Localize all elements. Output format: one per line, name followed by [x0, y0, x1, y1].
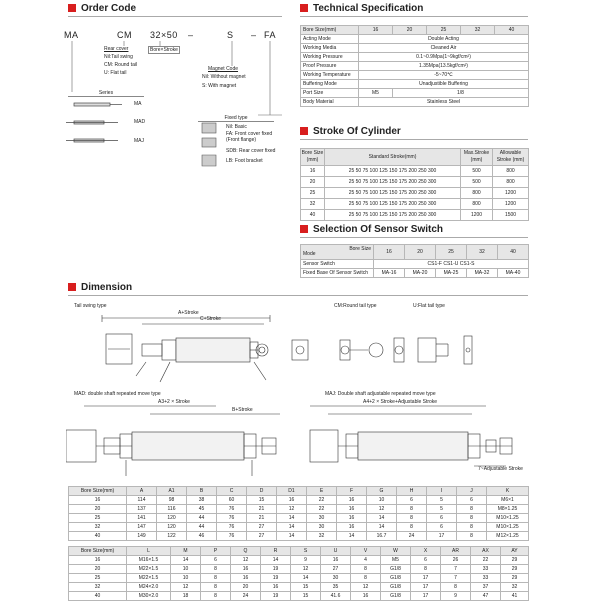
cylinder-ma-icon	[74, 103, 110, 106]
tech-spec-title	[300, 3, 423, 14]
tail-swing-cylinder-drawing	[102, 315, 308, 382]
code-dash1: –	[188, 30, 194, 40]
round-tail-drawing	[340, 338, 404, 362]
tech-spec-rule	[300, 16, 528, 17]
section-marker-icon	[68, 283, 76, 291]
magnet-nil: Nil: Without magnet	[202, 74, 246, 80]
tech-row-port: Port Size M5 1/8	[301, 89, 529, 98]
flange-icon	[202, 123, 216, 133]
stroke-header: Bore Size (mm) Standard Stroke(mm) Max.Stroke (mm) Allowable Stroke (mm)	[301, 149, 529, 166]
a3-label: A3+2 × Stroke	[158, 399, 190, 405]
tech-spec-header: Bore Size(mm) 16 20 25 32 40	[301, 26, 529, 35]
dimension-title-text: Dimension	[81, 282, 133, 293]
stroke-row: 32 25 50 75 100 125 150 175 200 250 300 800 1200	[301, 199, 529, 210]
fixed-fa-line1: FA: Front cover fixed	[226, 131, 273, 137]
sensor-title-text: Selection Of Sensor Switch	[313, 224, 444, 235]
mad-label: MAD: double shaft repeated move type	[74, 391, 161, 397]
series-cylinder-drawings	[66, 97, 136, 149]
rear-cover-u: U: Flat tail	[104, 70, 127, 76]
code-s: S	[227, 30, 234, 40]
code-bore: 32×50	[150, 30, 178, 40]
series-mad: MAD	[134, 119, 146, 125]
series-ma: MA	[134, 101, 142, 107]
fixed-type-icons	[196, 121, 224, 169]
dim1-row: 16 114 98 38 60 15 16 22 16 10 6 5 6 M6×1	[69, 496, 529, 505]
dim1-header: Bore Size(mm) A A1 B C D D1 E F G H I J K	[69, 487, 529, 496]
dim1-row: 32 147 120 44 76 27 14 30 16 14 8 6 8 M10×1.25	[69, 523, 529, 532]
series-maj: MAJ	[134, 138, 144, 144]
dim2-row: 20 M22×1.5 10 8 16 19 12 27 8 G1/8 8 7 33 29	[69, 565, 529, 574]
series-title: Series	[68, 90, 144, 97]
sensor-switch-row: Sensor Switch CS1-F CS1-U CS1-S	[301, 260, 529, 269]
mad-cylinder-drawing	[66, 406, 280, 476]
tech-row-temp: Working Temperature -5~70℃	[301, 71, 529, 80]
cm-round-label: CM:Round tail type	[334, 303, 377, 309]
dim1-row: 25 141 120 44 76 21 14 30 16 14 8 6 8 M10×1.25	[69, 514, 529, 523]
fixed-sdb: SDB: Rear cover fixed	[226, 148, 276, 154]
dim1-row: 20 137 116 45 76 21 12 22 16 12 8 5 8 M8×1.25	[69, 505, 529, 514]
dimension-drawings	[66, 300, 536, 480]
sensor-title	[300, 224, 443, 235]
stroke-row: 40 25 50 75 100 125 150 175 200 250 300 1200 1500	[301, 210, 529, 221]
c-stroke-label: C+Stroke	[200, 316, 221, 322]
dimension-title	[68, 282, 132, 293]
flat-tail-drawing	[418, 336, 472, 364]
bore-stroke-box: Bore×Stroke	[150, 47, 178, 53]
tech-row-proof: Proof Pressure 1.35Mpa(13.5kgf/cm²)	[301, 62, 529, 71]
fixed-type-title: Fixed type	[198, 115, 274, 122]
sensor-corner-cell: Bore Size Mode	[301, 245, 374, 260]
stroke-title-text: Stroke Of Cylinder	[313, 126, 401, 137]
fixed-lb: LB: Foot bracket	[226, 158, 263, 164]
code-cm: CM	[117, 30, 132, 40]
tech-row-body: Body Material Stainless Steel	[301, 98, 529, 107]
tech-row-pressure: Working Pressure 0.1~0.9Mpa(1~9kgf/cm²)	[301, 53, 529, 62]
code-ma: MA	[64, 30, 79, 40]
section-marker-icon	[300, 225, 308, 233]
order-code-title-text: Order Code	[81, 3, 137, 14]
stroke-rule	[300, 139, 528, 140]
tech-row-buffer: Buffering Mode Unadjustible Buffering	[301, 80, 529, 89]
foot-bracket-icon	[202, 155, 216, 166]
dim2-row: 16 M16×1.5 14 6 12 14 9 16 4 M5 6 26 22 29	[69, 556, 529, 565]
tech-row-acting: Acting Mode Double Acting	[301, 35, 529, 44]
dim1-row: 40 149 122 46 76 27 14 32 14 16.7 24 17 8 M12×1.25	[69, 532, 529, 541]
stroke-row: 25 25 50 75 100 125 150 175 200 250 300 800 1200	[301, 188, 529, 199]
stroke-title	[300, 126, 401, 137]
rear-cover-label: Rear cover	[104, 46, 129, 52]
code-dash2: –	[251, 30, 257, 40]
a-stroke-label: A+Stroke	[178, 310, 199, 316]
maj-cylinder-drawing	[310, 406, 512, 466]
fixed-basic: Nil: Basic	[226, 124, 247, 130]
sensor-rule	[300, 237, 528, 238]
section-marker-icon	[300, 127, 308, 135]
tech-spec-title-text: Technical Specification	[313, 3, 424, 14]
tech-row-media: Working Media Cleaned Air	[301, 44, 529, 53]
dim2-header: Bore Size(mm) L M P Q R S U V W X AR AX AY	[69, 547, 529, 556]
fixed-fa-line2: (Front flange)	[226, 137, 257, 143]
rear-cover-cm: CM: Round tail	[104, 62, 138, 68]
dimension-rule	[68, 295, 528, 296]
u-flat-label: U:Flat tail type	[413, 303, 445, 309]
rear-cover-nil: Nil:Tail swing	[104, 54, 133, 60]
sensor-table	[300, 244, 529, 278]
b-stroke-label: B+Stroke	[232, 407, 253, 413]
dim2-row: 32 M24×2.0 12 8 20 16 15 35 12 G1/8 17 8 37 32	[69, 583, 529, 592]
maj-label: MAJ: Double shaft adjustable repeated move type	[325, 391, 436, 397]
stroke-row: 16 25 50 75 100 125 150 175 200 250 300 500 800	[301, 166, 529, 177]
code-fa: FA	[264, 30, 277, 40]
dimension-table-2	[68, 546, 529, 601]
dim2-row: 25 M22×1.5 10 8 16 19 14 30 8 G1/8 17 7 33 29	[69, 574, 529, 583]
stroke-row: 20 25 50 75 100 125 150 175 200 250 300 500 800	[301, 177, 529, 188]
rear-fixed-icon	[202, 138, 216, 147]
tail-swing-label: Tail swing type	[74, 303, 107, 309]
dimension-table-1	[68, 486, 529, 541]
tech-spec-table	[300, 25, 529, 107]
magnet-s: S: With magnet	[202, 83, 237, 89]
dim2-row: 40 M30×2.0 18 8 24 19 15 41.6 16 G1/8 17 9 47 41	[69, 592, 529, 601]
order-code-leaders	[0, 0, 300, 210]
stroke-table	[300, 148, 529, 221]
a4-label: A4+2 × Stroke+Adjustable Stroke	[363, 399, 438, 405]
magnet-code-label: Magnet Code	[208, 66, 239, 72]
section-marker-icon	[300, 4, 308, 12]
adjust-stroke-label: 7~Adjustable Stroke	[478, 466, 523, 472]
sensor-fixed-row: Fixed Base Of Sensor Switch MA-16 MA-20 MA-25 MA-32 MA-40	[301, 269, 529, 278]
sensor-header: Bore Size Mode 16 20 25 32 40	[301, 245, 529, 260]
